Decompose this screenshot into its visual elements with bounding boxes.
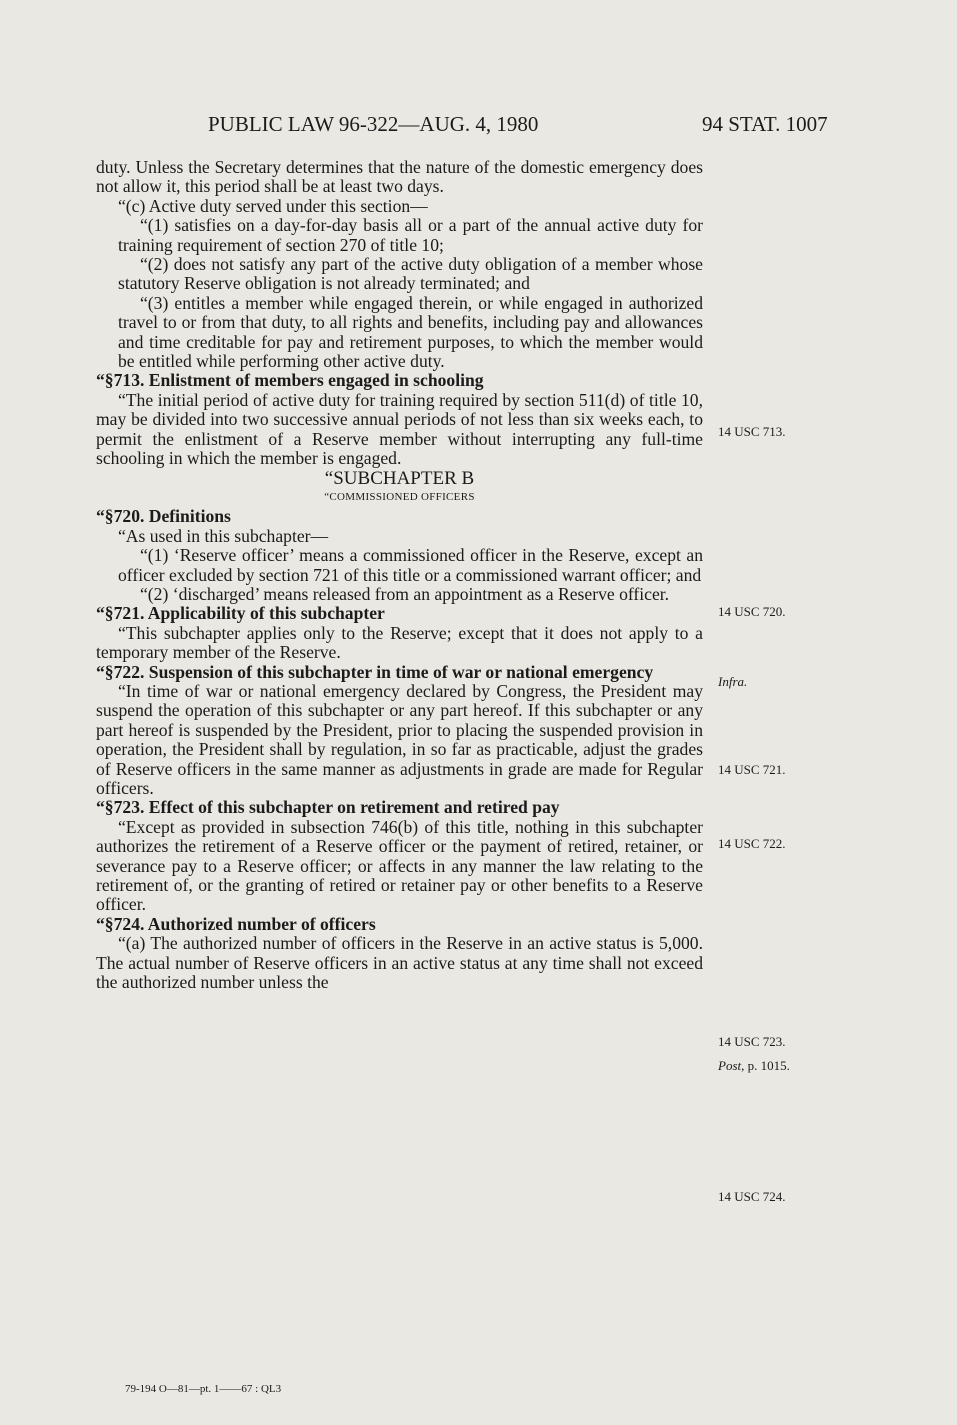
subchapter-title: “COMMISSIONED OFFICERS <box>324 490 475 503</box>
margin-note-post-label: Post, <box>718 1058 745 1073</box>
clause-2 <box>96 255 703 294</box>
clause-1 <box>96 216 703 255</box>
section-722-text: “In time of war or national emergency declared by Congress, the President may suspend the operation of this subchapter or any part hereof. If this subchapter or any part hereof is suspended by the President, prior to placing the suspended provision in operation, the President shall by regulation, in so far as practicable, adjust the grades of Reserve officers in the same manner as adjustments in grade are made for Regular officers. <box>96 680 703 798</box>
margin-note-721: 14 USC 721. <box>718 762 786 777</box>
definition-text: “(2) ‘discharged’ means released from an appointment as a Reserve officer. <box>140 583 670 604</box>
clause-text: “(1) satisfies on a day-for-day basis all or a part of the annual active duty for training requirement of section 270 of title 10; <box>118 215 703 255</box>
section-724-text: “(a) The authorized number of officers in the Reserve in an active status is 5,000. The actual number of Reserve officers in an active status at any time shall not exceed the authorized number unless the <box>96 933 703 993</box>
margin-note-722: 14 USC 722. <box>718 836 786 851</box>
section-724-heading: “§724. Authorized number of officers <box>96 913 376 934</box>
section-720-heading: “§720. Definitions <box>96 506 231 527</box>
page-header-stat: 94 STAT. 1007 <box>702 112 828 136</box>
section-721-text: “This subchapter applies only to the Reserve; except that it does not apply to a temporary member of the Reserve. <box>96 622 703 663</box>
subchapter-heading: “SUBCHAPTER B <box>324 467 475 489</box>
section-720-intro: “As used in this subchapter— <box>118 525 329 546</box>
definition-text: “(1) ‘Reserve officer’ means a commissioned officer in the Reserve, except an officer excluded by section 721 of this title or a commissioned warrant officer; and <box>118 545 703 585</box>
paragraph: “(c) Active duty served under this section— <box>118 195 428 216</box>
margin-note-720: 14 USC 720. <box>718 604 786 619</box>
section-723-heading: “§723. Effect of this subchapter on retirement and retired pay <box>96 797 560 818</box>
margin-note-post-page: p. 1015. <box>744 1058 790 1073</box>
statute-body <box>96 158 703 992</box>
clause-text: “(2) does not satisfy any part of the active duty obligation of a member whose statutory Reserve obligation is not already terminated; and <box>118 254 703 294</box>
definition-2 <box>96 585 703 604</box>
page-footer: 79-194 O—81—pt. 1——67 : QL3 <box>125 1383 282 1395</box>
paragraph: duty. Unless the Secretary determines that the nature of the domestic emergency does not allow it, this period shall be at least two days. <box>96 157 703 197</box>
clause-3 <box>96 294 703 372</box>
section-723-text: “Except as provided in subsection 746(b) of this title, nothing in this subchapter authorizes the retirement of a Reserve officer or the payment of retired, retainer, or severance pay to a Reserve officer; or affects in any manner the law relating to the retirement of, or the granting of retired or retainer pay or other benefits to a Reserve officer. <box>96 816 703 915</box>
section-721-heading: “§721. Applicability of this subchapter <box>96 603 385 624</box>
margin-note-post <box>718 1058 790 1074</box>
section-713-text: “The initial period of active duty for training required by section 511(d) of title 10, may be divided into two successive annual periods of not less than six weeks each, to permit the enlistment of a Reserve member without interrupting any full-time schooling in which the member is engaged. <box>96 389 703 469</box>
definition-1 <box>96 546 703 585</box>
clause-text: “(3) entitles a member while engaged therein, or while engaged in authorized travel to or from that duty, to all rights and benefits, including pay and allowances and time creditable for pay and retirement purposes, to which the member would be entitled while performing other active duty. <box>118 292 703 372</box>
section-722-heading: “§722. Suspension of this subchapter in time of war or national emergency <box>96 661 654 682</box>
margin-note-infra-text: Infra. <box>718 674 748 689</box>
page-header-title: PUBLIC LAW 96-322—AUG. 4, 1980 <box>208 112 539 136</box>
margin-note-723: 14 USC 723. <box>718 1034 786 1049</box>
margin-note-713: 14 USC 713. <box>718 424 786 439</box>
section-713-heading: “§713. Enlistment of members engaged in schooling <box>96 370 484 391</box>
margin-note-724: 14 USC 724. <box>718 1189 786 1204</box>
margin-note-infra <box>718 674 747 690</box>
